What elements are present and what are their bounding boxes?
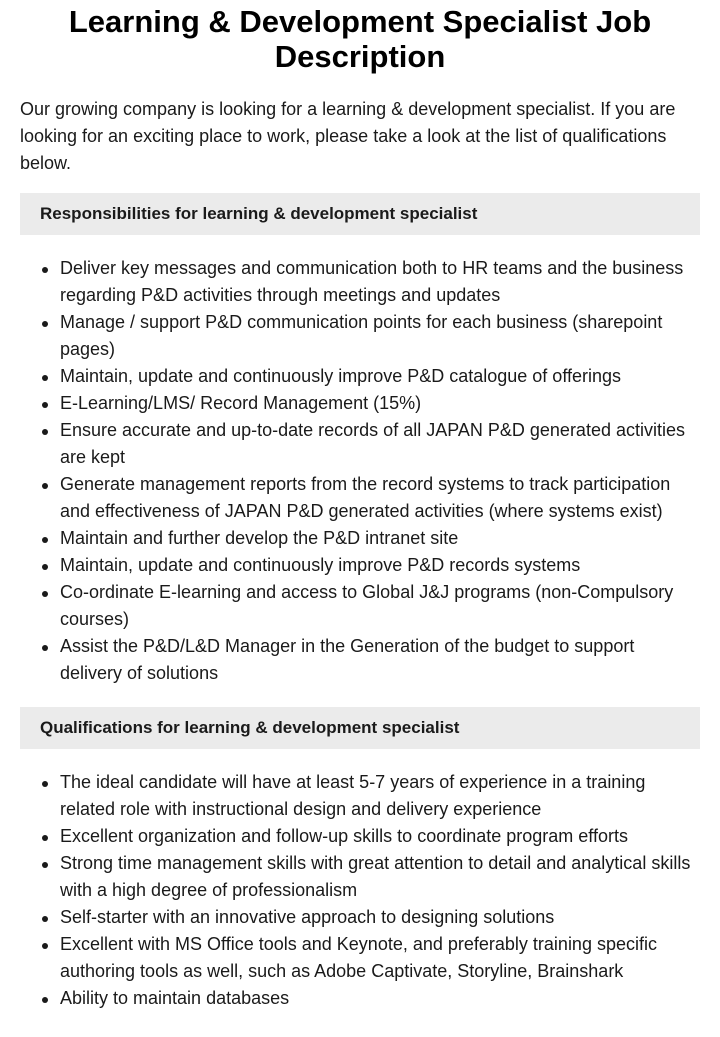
list-item: Maintain and further develop the P&D intranet site bbox=[60, 525, 700, 552]
list-item: Manage / support P&D communication points for each business (sharepoint pages) bbox=[60, 309, 700, 363]
list-item: Deliver key messages and communication both to HR teams and the business regarding P&D activities through meetings and updates bbox=[60, 255, 700, 309]
list-item: Maintain, update and continuously improve P&D records systems bbox=[60, 552, 700, 579]
list-item: The ideal candidate will have at least 5-7 years of experience in a training related role with instructional design and delivery experience bbox=[60, 769, 700, 823]
page-title: Learning & Development Specialist Job Description bbox=[68, 4, 652, 74]
list-item: Strong time management skills with great attention to detail and analytical skills with a high degree of professionalism bbox=[60, 850, 700, 904]
list-item: Self-starter with an innovative approach to designing solutions bbox=[60, 904, 700, 931]
qualifications-header bbox=[20, 707, 700, 749]
list-item: Co-ordinate E-learning and access to Global J&J programs (non-Compulsory courses) bbox=[60, 579, 700, 633]
responsibilities-heading: Responsibilities for learning & development specialist bbox=[40, 204, 478, 223]
list-item: Maintain, update and continuously improve P&D catalogue of offerings bbox=[60, 363, 700, 390]
list-item: Excellent with MS Office tools and Keynote, and preferably training specific authoring tools as well, such as Adobe Captivate, Storyline, Brainshark bbox=[60, 931, 700, 985]
list-item: E-Learning/LMS/ Record Management (15%) bbox=[60, 390, 700, 417]
list-item: Ensure accurate and up-to-date records of all JAPAN P&D generated activities are kept bbox=[60, 417, 700, 471]
qualifications-heading: Qualifications for learning & development specialist bbox=[40, 718, 460, 737]
list-item: Generate management reports from the record systems to track participation and effectiveness of JAPAN P&D generated activities (where systems exist) bbox=[60, 471, 700, 525]
list-item: Excellent organization and follow-up skills to coordinate program efforts bbox=[60, 823, 700, 850]
responsibilities-list bbox=[20, 255, 700, 687]
responsibilities-header bbox=[20, 193, 700, 235]
list-item: Ability to maintain databases bbox=[60, 985, 700, 1012]
list-item: Assist the P&D/L&D Manager in the Generation of the budget to support delivery of solutions bbox=[60, 633, 700, 687]
intro-paragraph: Our growing company is looking for a learning & development specialist. If you are looking for an exciting place to work, please take a look at the list of qualifications below. bbox=[20, 99, 676, 173]
qualifications-list bbox=[20, 769, 700, 1012]
